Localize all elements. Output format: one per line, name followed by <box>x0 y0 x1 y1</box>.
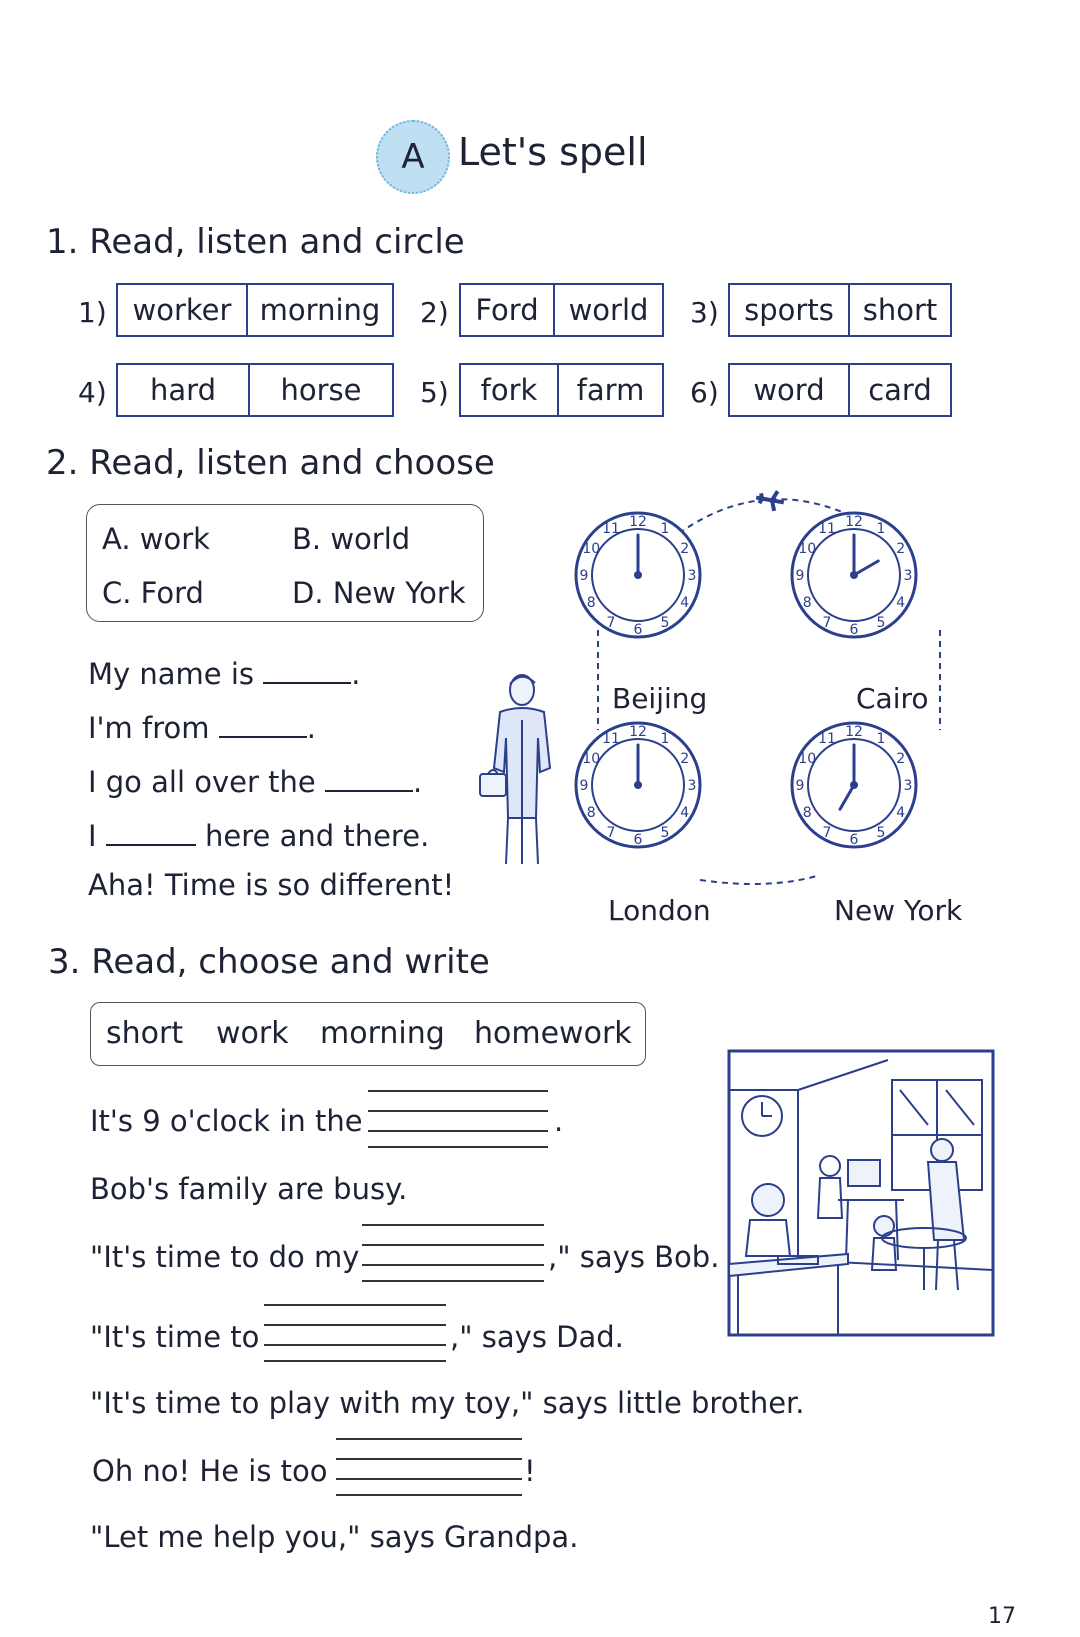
word-option[interactable]: morning <box>246 285 392 335</box>
clock-numeral: 12 <box>629 514 647 530</box>
sentence-text: My name is <box>88 657 255 691</box>
answer-blank[interactable] <box>219 706 307 738</box>
option-c: C. Ford <box>102 576 204 610</box>
ex1-word-box <box>728 283 952 337</box>
ex2-sentence <box>88 814 429 853</box>
clock-numeral: 10 <box>798 541 817 557</box>
ex1-item-number: 2) <box>420 296 449 329</box>
section-badge <box>376 120 450 194</box>
clock-numeral: 2 <box>680 751 690 767</box>
ex3-sentence: Oh no! He is too <box>92 1454 328 1488</box>
clock-beijing <box>576 513 700 638</box>
clock-numeral: 4 <box>896 805 906 821</box>
option-a: A. work <box>102 522 210 556</box>
word-option[interactable]: world <box>553 285 662 335</box>
clock-numeral: 5 <box>876 614 886 631</box>
answer-blank[interactable] <box>325 760 413 792</box>
clock-numeral: 3 <box>687 778 697 794</box>
word-option[interactable]: fork <box>480 373 538 407</box>
clock-numeral: 8 <box>802 805 812 821</box>
clock-numeral: 6 <box>849 622 859 638</box>
sentence-text: . <box>351 657 361 691</box>
ex1-item-number: 4) <box>78 376 107 409</box>
clock-numeral: 3 <box>903 778 913 794</box>
clock-london <box>576 723 700 848</box>
sentence-text: I <box>88 819 97 853</box>
sentence-text: . <box>306 711 316 745</box>
ex1-item-number: 6) <box>690 376 719 409</box>
clock-cairo <box>792 513 916 638</box>
writing-lines[interactable] <box>368 1090 548 1148</box>
ex1-word-box <box>459 283 664 337</box>
ex1-item-number: 3) <box>690 296 719 329</box>
section-title: Let's spell <box>458 130 648 174</box>
writing-lines[interactable] <box>362 1224 544 1282</box>
clock-numeral: 7 <box>822 614 832 631</box>
clock-numeral: 10 <box>582 541 601 557</box>
answer-blank[interactable] <box>106 814 196 846</box>
ex3-sentence: "It's time to play with my toy," says little brother. <box>90 1386 805 1420</box>
clock-numeral: 12 <box>629 724 647 740</box>
flight-path-bottom <box>700 875 820 884</box>
word-option[interactable]: card <box>848 365 950 415</box>
word-bank-item: work <box>216 1016 289 1051</box>
clock-numeral: 5 <box>660 824 670 841</box>
clock-numeral: 3 <box>687 568 697 584</box>
ex3-sentence: It's 9 o'clock in the <box>90 1104 363 1138</box>
ex3-sentence: "Let me help you," says Grandpa. <box>90 1520 579 1554</box>
airplane-icon <box>754 488 785 513</box>
clock-numeral: 6 <box>849 832 859 848</box>
clock-numeral: 4 <box>896 595 906 611</box>
ex3-sentence-end: ," says Dad. <box>450 1320 624 1354</box>
clock-numeral: 6 <box>633 832 643 848</box>
clock-numeral: 3 <box>903 568 913 584</box>
clock-numeral: 1 <box>660 521 670 538</box>
clock-numeral: 1 <box>876 731 886 748</box>
ex3-sentence: Bob's family are busy. <box>90 1172 408 1206</box>
clock-numeral: 9 <box>795 778 805 794</box>
ex1-item-number: 5) <box>420 376 449 409</box>
word-bank-item: homework <box>474 1016 632 1051</box>
writing-lines[interactable] <box>264 1304 446 1362</box>
word-bank-item: short <box>106 1016 184 1051</box>
ex1-heading: 1. Read, listen and circle <box>46 222 465 262</box>
word-option[interactable]: hard <box>150 373 216 407</box>
clock-numeral: 10 <box>582 751 601 767</box>
section-badge-letter: A <box>401 137 425 177</box>
word-option[interactable]: sports <box>744 293 834 327</box>
clock-numeral: 11 <box>602 731 620 748</box>
clock-numeral: 4 <box>680 595 690 611</box>
clock-numeral: 7 <box>606 824 616 841</box>
writing-lines[interactable] <box>336 1438 522 1496</box>
ex3-sentence-end: ," says Bob. <box>548 1240 720 1274</box>
clock-numeral: 5 <box>876 824 886 841</box>
sentence-text: here and there. <box>205 819 430 853</box>
family-room-illustration <box>728 1050 994 1336</box>
word-option[interactable]: worker <box>132 293 232 327</box>
clock-numeral: 5 <box>660 614 670 631</box>
businessman-illustration <box>478 668 568 868</box>
clock-numeral: 8 <box>802 595 812 611</box>
clock-numeral: 12 <box>845 724 863 740</box>
clock-numeral: 1 <box>876 521 886 538</box>
page-number: 17 <box>988 1604 1016 1629</box>
word-option[interactable]: short <box>848 285 950 335</box>
clock-numeral: 7 <box>606 614 616 631</box>
ex1-word-box <box>116 363 394 417</box>
ex1-word-box <box>116 283 394 337</box>
city-label-london: London <box>608 894 711 927</box>
option-d: D. New York <box>292 576 466 610</box>
clock-numeral: 11 <box>602 521 620 538</box>
sentence-text: . <box>412 765 423 799</box>
ex3-sentence: "It's time to <box>90 1320 260 1354</box>
clock-numeral: 11 <box>818 731 836 748</box>
clock-numeral: 9 <box>579 778 589 794</box>
ex1-word-box <box>459 363 664 417</box>
clock-numeral: 6 <box>633 622 643 638</box>
ex3-heading: 3. Read, choose and write <box>48 942 490 982</box>
clock-numeral: 9 <box>795 568 805 584</box>
word-bank-item: morning <box>320 1016 445 1051</box>
word-option[interactable]: Ford <box>475 293 539 327</box>
clock-numeral: 11 <box>818 521 836 538</box>
ex1-item-number: 1) <box>78 296 107 329</box>
ex3-sentence-end: . <box>554 1104 564 1138</box>
answer-blank[interactable] <box>263 652 351 684</box>
clock-numeral: 9 <box>579 568 589 584</box>
city-label-cairo: Cairo <box>856 682 929 715</box>
option-b: B. world <box>292 522 411 556</box>
ex2-heading: 2. Read, listen and choose <box>46 443 495 483</box>
clock-numeral: 2 <box>896 541 906 557</box>
word-option[interactable]: horse <box>248 365 392 415</box>
clock-numeral: 2 <box>680 541 690 557</box>
ex3-sentence: "It's time to do my <box>90 1240 360 1274</box>
clock-numeral: 8 <box>586 805 596 821</box>
clock-numeral: 10 <box>798 751 817 767</box>
sentence-text: I go all over the <box>88 765 316 799</box>
ex3-sentence-end: ! <box>524 1454 536 1488</box>
city-label-beijing: Beijing <box>612 682 708 715</box>
ex2-sentence <box>88 652 360 691</box>
ex2-sentence <box>88 760 422 799</box>
clock-numeral: 4 <box>680 805 690 821</box>
clock-numeral: 12 <box>845 514 863 530</box>
word-option[interactable]: word <box>753 373 825 407</box>
sentence-text: I'm from <box>88 711 210 745</box>
ex1-word-box <box>728 363 952 417</box>
clock-numeral: 8 <box>586 595 596 611</box>
clock-numeral: 2 <box>896 751 906 767</box>
city-label-new-york: New York <box>834 894 963 927</box>
clock-numeral: 1 <box>660 731 670 748</box>
word-option[interactable]: farm <box>557 365 662 415</box>
clock-new-york <box>792 723 916 848</box>
ex2-sentence <box>88 706 316 745</box>
clock-numeral: 7 <box>822 824 832 841</box>
ex2-sentence: Aha! Time is so different! <box>88 868 455 902</box>
